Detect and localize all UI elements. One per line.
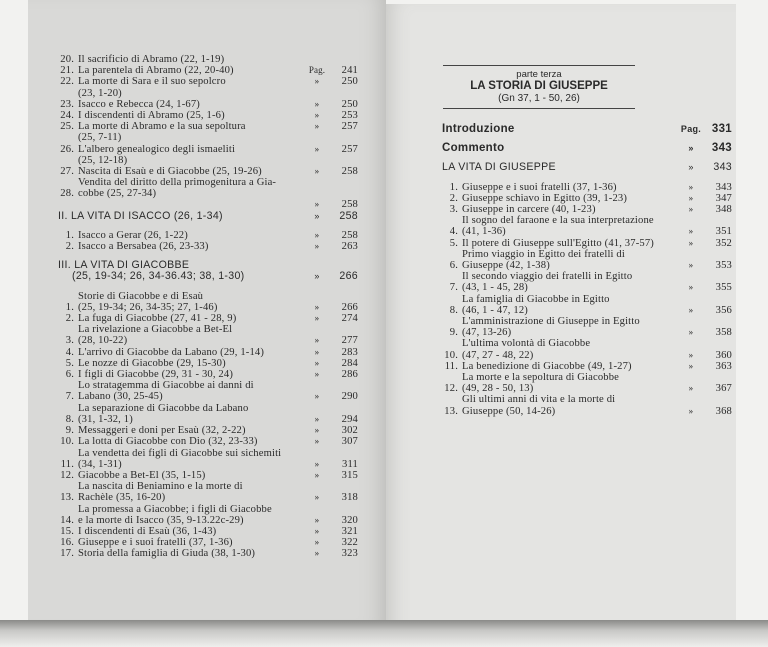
entry-title xyxy=(78,76,302,98)
entry-title-line: Giacobbe a Bet-El (35, 1-15) xyxy=(78,469,206,481)
entry-title-line: (23, 1-20) xyxy=(78,87,122,99)
entry-title-line: Isacco a Bersabea (26, 23-33) xyxy=(78,241,209,253)
entry-title xyxy=(462,193,676,204)
toc-entry xyxy=(58,166,358,177)
ditto-mark: » xyxy=(314,492,320,503)
ditto-mark: » xyxy=(688,204,694,215)
entry-title xyxy=(58,211,302,222)
ditto-mark: » xyxy=(314,425,320,436)
entry-title-line: La morte e la sepoltura di Giacobbe xyxy=(462,372,620,384)
entry-number: 3. xyxy=(449,204,458,216)
toc-section-heading xyxy=(58,260,358,282)
entry-number: 1. xyxy=(65,301,74,313)
part-title: LA STORIA DI GIUSEPPE xyxy=(470,80,608,92)
toc-entry xyxy=(442,271,732,293)
entry-title xyxy=(78,177,302,199)
entry-title-line: Isacco a Gerar (26, 1-22) xyxy=(78,229,188,241)
entry-title-line: Le nozze di Giacobbe (29, 15-30) xyxy=(78,357,226,369)
ditto-mark: » xyxy=(314,548,320,559)
entry-title xyxy=(78,537,302,548)
ditto-mark: » xyxy=(314,229,320,240)
toc-entry xyxy=(58,324,358,346)
ditto-mark: » xyxy=(314,335,320,346)
entry-number: 9. xyxy=(65,425,74,437)
entry-number: 17. xyxy=(60,548,74,560)
entry-number: 3. xyxy=(65,335,74,347)
ditto-mark: » xyxy=(688,192,694,203)
toc-entry xyxy=(58,436,358,447)
entry-number: 11. xyxy=(60,458,74,470)
page-number: 367 xyxy=(715,383,732,395)
page-number: 286 xyxy=(341,369,358,381)
entry-title-line: La promessa a Giacobbe; i figli di Giacobbe xyxy=(78,503,272,515)
ditto-mark: » xyxy=(688,304,694,315)
ditto-mark: » xyxy=(314,210,320,221)
part-header xyxy=(443,65,635,109)
entry-title-line: cobbe (25, 27-34) xyxy=(78,188,157,200)
entry-title-line: Storie di Giacobbe e di Esaù xyxy=(78,290,204,302)
entry-title-line: (28, 10-22) xyxy=(78,335,128,347)
ditto-mark: » xyxy=(688,405,694,416)
toc-entry xyxy=(442,193,732,204)
page-number: 348 xyxy=(715,204,732,216)
toc-entry xyxy=(442,215,732,237)
toc-entry xyxy=(442,204,732,215)
entry-title-line: La morte di Abramo e la sua sepoltura xyxy=(78,121,246,133)
toc-entry xyxy=(442,316,732,338)
ditto-mark: » xyxy=(314,98,320,109)
page-number: 266 xyxy=(341,301,358,313)
entry-title xyxy=(78,324,302,346)
page-number: 331 xyxy=(711,123,732,135)
entry-title xyxy=(442,162,676,173)
entry-title-line: Isacco e Rebecca (24, 1-67) xyxy=(78,98,200,110)
toc-entry xyxy=(58,526,358,537)
entry-number: 23. xyxy=(60,98,74,110)
entry-title xyxy=(462,372,676,394)
entry-title-line: Il sogno del faraone e la sua interpretazione xyxy=(462,215,654,227)
ditto-mark: » xyxy=(688,162,694,173)
entry-title xyxy=(78,380,302,402)
page-number: 283 xyxy=(341,346,358,358)
entry-title-line: e la morte di Isacco (35, 9-13.22c-29) xyxy=(78,514,244,526)
ditto-mark: » xyxy=(314,357,320,368)
entry-title-line: L'arrivo di Giacobbe da Labano (29, 1-14) xyxy=(78,346,265,358)
page-number: 356 xyxy=(715,304,732,316)
table-of-contents-left xyxy=(58,54,358,560)
entry-number: 7. xyxy=(449,282,458,294)
entry-title xyxy=(78,481,302,503)
entry-title-line: La parentela di Abramo (22, 20-40) xyxy=(78,65,234,77)
entry-number: 4. xyxy=(65,346,74,358)
entry-title-line: (31, 1-32, 1) xyxy=(78,413,133,425)
ditto-mark: » xyxy=(314,469,320,480)
entry-number: 20. xyxy=(60,54,74,65)
page-number: 294 xyxy=(341,413,358,425)
entry-number: 5. xyxy=(449,237,458,249)
entry-number: 21. xyxy=(60,65,74,77)
page-number: 302 xyxy=(341,425,358,437)
page-number: 277 xyxy=(341,335,358,347)
entry-title xyxy=(462,294,676,316)
entry-title xyxy=(78,436,302,447)
entry-title xyxy=(78,230,302,241)
entry-title-line: La famiglia di Giacobbe in Egitto xyxy=(462,293,610,305)
entry-title xyxy=(78,121,302,143)
ditto-mark: » xyxy=(688,181,694,192)
entry-title xyxy=(462,271,676,293)
entry-title xyxy=(78,241,302,252)
entry-number: 1. xyxy=(449,181,458,193)
toc-entry xyxy=(58,403,358,425)
entry-number: 8. xyxy=(65,413,74,425)
ditto-mark: » xyxy=(314,313,320,324)
page-number: 253 xyxy=(341,110,358,122)
entry-title-line: Introduzione xyxy=(442,123,515,135)
page-number: 320 xyxy=(341,514,358,526)
page-number: 360 xyxy=(715,349,732,361)
entry-title xyxy=(462,394,676,416)
entry-title-line: L'albero genealogico degli ismaeliti xyxy=(78,143,236,155)
page-number: 250 xyxy=(341,98,358,110)
page-number: 290 xyxy=(341,391,358,403)
entry-number: 4. xyxy=(449,226,458,238)
entry-title-line: Vendita del diritto della primogenitura a Gia- xyxy=(78,177,277,189)
toc-entry xyxy=(442,182,732,193)
page-number: 355 xyxy=(715,282,732,294)
entry-title xyxy=(462,215,676,237)
ditto-mark: » xyxy=(314,436,320,447)
entry-title-line: (47, 13-26) xyxy=(462,327,512,339)
entry-number: 2. xyxy=(65,313,74,325)
entry-title xyxy=(78,358,302,369)
entry-title-line: La fuga di Giacobbe (27, 41 - 28, 9) xyxy=(78,313,237,325)
entry-title xyxy=(78,548,302,559)
ditto-mark: » xyxy=(314,143,320,154)
page-number: 343 xyxy=(713,161,732,174)
toc-entry xyxy=(442,294,732,316)
page-number: 258 xyxy=(341,229,358,241)
toc-entry xyxy=(58,358,358,369)
entry-title-line: L'amministrazione di Giuseppe in Egitto xyxy=(462,316,640,328)
page-number: 250 xyxy=(341,76,358,88)
book-bottom-shadow xyxy=(0,620,768,647)
ditto-mark: » xyxy=(314,413,320,424)
toc-entry xyxy=(58,425,358,436)
entry-title xyxy=(58,260,302,282)
entry-title xyxy=(442,143,676,154)
entry-title xyxy=(78,110,302,121)
ditto-mark: » xyxy=(314,525,320,536)
page-number: 257 xyxy=(341,121,358,133)
entry-number: 22. xyxy=(60,76,74,88)
page-number: 258 xyxy=(339,209,358,222)
entry-title-line: I discendenti di Abramo (25, 1-6) xyxy=(78,110,225,122)
toc-entry xyxy=(58,121,358,143)
page-number: 352 xyxy=(715,237,732,249)
ditto-mark: » xyxy=(688,143,694,154)
entry-number: 5. xyxy=(65,357,74,369)
entry-title-line: Giuseppe (50, 14-26) xyxy=(462,405,556,417)
entry-title xyxy=(78,65,302,76)
entry-title xyxy=(78,526,302,537)
entry-number: 13. xyxy=(444,405,458,417)
entry-number: 24. xyxy=(60,110,74,122)
entry-title-line: Messaggeri e doni per Esaù (32, 2-22) xyxy=(78,425,246,437)
page-number: 323 xyxy=(341,548,358,560)
ditto-mark: » xyxy=(688,383,694,394)
entry-title xyxy=(78,291,302,313)
entry-title xyxy=(462,238,676,249)
entry-title-line: Il secondo viaggio dei fratelli in Egitto xyxy=(462,271,633,283)
entry-title xyxy=(78,144,302,166)
ditto-mark: » xyxy=(314,346,320,357)
ditto-mark: » xyxy=(314,514,320,525)
entry-title xyxy=(78,403,302,425)
entry-title-line: Giuseppe in carcere (40, 1-23) xyxy=(462,204,596,216)
entry-title xyxy=(78,347,302,358)
ditto-mark: » xyxy=(688,226,694,237)
toc-entry xyxy=(58,504,358,526)
page-number: 258 xyxy=(341,166,358,178)
entry-title xyxy=(78,313,302,324)
entry-number: 6. xyxy=(449,260,458,272)
page-number: 322 xyxy=(341,537,358,549)
entry-title-line: (41, 1-36) xyxy=(462,226,506,238)
toc-entry xyxy=(58,313,358,324)
ditto-mark: » xyxy=(688,260,694,271)
ditto-mark: » xyxy=(314,369,320,380)
ditto-mark: » xyxy=(688,349,694,360)
entry-number: 26. xyxy=(60,143,74,155)
entry-number: 9. xyxy=(449,327,458,339)
ditto-mark: » xyxy=(314,241,320,252)
ditto-mark: » xyxy=(314,110,320,121)
ditto-mark: » xyxy=(314,199,320,210)
right-book-page xyxy=(386,4,736,636)
table-of-contents-right xyxy=(442,124,732,417)
entry-title-line: Rachèle (35, 16-20) xyxy=(78,492,166,504)
toc-entry xyxy=(58,537,358,548)
page-number: 318 xyxy=(341,492,358,504)
ditto-mark: » xyxy=(314,271,320,282)
page-number: 263 xyxy=(341,241,358,253)
ditto-mark: » xyxy=(314,166,320,177)
entry-number: 15. xyxy=(60,525,74,537)
entry-title-line: La rivelazione a Giacobbe a Bet-El xyxy=(78,324,233,336)
entry-title-line: Il sacrificio di Abramo (22, 1-19) xyxy=(78,54,225,65)
toc-section-heading xyxy=(442,124,732,135)
toc-entry xyxy=(58,99,358,110)
entry-title xyxy=(462,361,676,372)
toc-entry xyxy=(58,369,358,380)
entry-title xyxy=(78,425,302,436)
entry-number: 2. xyxy=(65,241,74,253)
entry-title-line: (34, 1-31) xyxy=(78,458,122,470)
page-number: 351 xyxy=(715,226,732,238)
entry-title-line: (43, 1 - 45, 28) xyxy=(462,282,528,294)
ditto-mark: » xyxy=(314,121,320,132)
ditto-mark: Pag. xyxy=(308,65,326,76)
page-number: 315 xyxy=(341,469,358,481)
entry-title-line: I discendenti di Esaù (36, 1-43) xyxy=(78,525,217,537)
entry-title-line: Primo viaggio in Egitto dei fratelli di xyxy=(462,248,625,260)
page-number: 363 xyxy=(715,360,732,372)
entry-number: 10. xyxy=(60,436,74,448)
toc-entry xyxy=(58,65,358,76)
page-number: 368 xyxy=(715,405,732,417)
entry-title-line: Giuseppe e i suoi fratelli (37, 1-36) xyxy=(78,537,233,549)
ditto-mark: » xyxy=(688,237,694,248)
toc-entry xyxy=(58,241,358,252)
entry-title-line: LA VITA DI GIUSEPPE xyxy=(442,161,556,174)
ditto-mark: Pag. xyxy=(680,124,702,134)
ditto-mark: » xyxy=(314,458,320,469)
entry-number: 10. xyxy=(444,349,458,361)
entry-title-line: (25, 12-18) xyxy=(78,154,128,166)
part-reference: (Gn 37, 1 - 50, 26) xyxy=(498,93,580,104)
ditto-mark: » xyxy=(688,360,694,371)
page-number: 321 xyxy=(341,525,358,537)
entry-title-line: Gli ultimi anni di vita e la morte di xyxy=(462,394,616,406)
entry-title xyxy=(462,249,676,271)
entry-title xyxy=(78,448,302,470)
entry-title-line: L'ultima volontà di Giacobbe xyxy=(462,338,591,350)
entry-title xyxy=(78,54,302,65)
entry-title-line: Giuseppe e i suoi fratelli (37, 1-36) xyxy=(462,181,617,193)
entry-title-line: II. LA VITA DI ISACCO (26, 1-34) xyxy=(58,209,223,222)
entry-title-line: (47, 27 - 48, 22) xyxy=(462,349,534,361)
entry-title xyxy=(462,338,676,360)
toc-section-heading xyxy=(58,211,358,222)
page-number: 307 xyxy=(341,436,358,448)
entry-title xyxy=(462,182,676,193)
entry-title xyxy=(442,124,676,135)
entry-title xyxy=(78,470,302,481)
ditto-mark: » xyxy=(314,537,320,548)
toc-entry xyxy=(442,372,732,394)
page-number: 274 xyxy=(341,313,358,325)
toc-entry xyxy=(442,394,732,416)
entry-title-line: Nascita di Esaù e di Giacobbe (25, 19-26) xyxy=(78,166,262,178)
toc-entry xyxy=(442,361,732,372)
entry-number: 12. xyxy=(60,469,74,481)
toc-section-heading xyxy=(442,143,732,154)
entry-title-line: (25, 19-34; 26, 34-35; 27, 1-46) xyxy=(78,301,218,313)
toc-entry xyxy=(58,470,358,481)
entry-title-line: Storia della famiglia di Giuda (38, 1-30) xyxy=(78,548,256,560)
toc-entry xyxy=(442,238,732,249)
page-number: 311 xyxy=(342,458,358,470)
toc-entry xyxy=(58,291,358,313)
entry-title-line: Commento xyxy=(442,142,505,155)
page-number: 284 xyxy=(341,357,358,369)
toc-entry xyxy=(58,110,358,121)
toc-entry xyxy=(58,76,358,98)
part-label: parte terza xyxy=(516,69,562,80)
entry-title-line: (25, 19-34; 26, 34-36.43; 38, 1-30) xyxy=(72,270,245,283)
entry-title-line: (25, 7-11) xyxy=(78,132,122,144)
ditto-mark: » xyxy=(314,76,320,87)
entry-title xyxy=(462,316,676,338)
toc-entry xyxy=(58,380,358,402)
entry-title xyxy=(78,369,302,380)
toc-entry xyxy=(442,338,732,360)
toc-entry xyxy=(442,249,732,271)
page-number: 358 xyxy=(715,327,732,339)
entry-title-line: La benedizione di Giacobbe (49, 1-27) xyxy=(462,360,632,372)
entry-number: 6. xyxy=(65,369,74,381)
page-number: 347 xyxy=(715,192,732,204)
entry-title-line: Labano (30, 25-45) xyxy=(78,391,163,403)
toc-entry xyxy=(58,230,358,241)
entry-number: 27. xyxy=(60,166,74,178)
entry-title-line: Giuseppe schiavo in Egitto (39, 1-23) xyxy=(462,192,628,204)
entry-number: 14. xyxy=(60,514,74,526)
toc-section-heading xyxy=(442,162,732,173)
entry-title-line: (46, 1 - 47, 12) xyxy=(462,304,528,316)
entry-title xyxy=(78,166,302,177)
entry-title-line: (49, 28 - 50, 13) xyxy=(462,383,534,395)
entry-number: 16. xyxy=(60,537,74,549)
page-number: 257 xyxy=(341,143,358,155)
toc-entry xyxy=(58,177,358,211)
entry-title xyxy=(462,204,676,215)
entry-title-line: Il potere di Giuseppe sull'Egitto (41, 37-57) xyxy=(462,237,654,249)
ditto-mark: » xyxy=(688,282,694,293)
entry-title-line: La nascita di Beniamino e la morte di xyxy=(78,481,243,493)
entry-title-line: Giuseppe (42, 1-38) xyxy=(462,260,550,272)
entry-title-line: La vendetta dei figli di Giacobbe sui sichemiti xyxy=(78,447,282,459)
entry-number: 1. xyxy=(65,229,74,241)
left-book-page xyxy=(28,0,386,628)
ditto-mark: » xyxy=(688,327,694,338)
entry-title-line: La morte di Sara e il suo sepolcro xyxy=(78,76,226,88)
entry-title-line: Lo stratagemma di Giacobbe ai danni di xyxy=(78,380,254,392)
page-number: 266 xyxy=(339,270,358,283)
toc-entry xyxy=(58,54,358,65)
entry-title xyxy=(78,504,302,526)
entry-title-line: III. LA VITA DI GIACOBBE xyxy=(58,259,190,272)
page-number: 343 xyxy=(711,142,732,155)
entry-number: 11. xyxy=(444,360,458,372)
page-number: 343 xyxy=(715,181,732,193)
toc-entry xyxy=(58,347,358,358)
toc-entry xyxy=(58,144,358,166)
entry-title xyxy=(78,99,302,110)
entry-title-line: La lotta di Giacobbe con Dio (32, 23-33) xyxy=(78,436,258,448)
entry-number: 25. xyxy=(60,121,74,133)
entry-number: 13. xyxy=(60,492,74,504)
page-number: 353 xyxy=(715,260,732,272)
toc-entry xyxy=(58,481,358,503)
ditto-mark: » xyxy=(314,391,320,402)
toc-entry xyxy=(58,448,358,470)
entry-number: 8. xyxy=(449,304,458,316)
entry-number: 12. xyxy=(444,383,458,395)
entry-number: 2. xyxy=(449,192,458,204)
entry-number: 28. xyxy=(60,188,74,200)
ditto-mark: » xyxy=(314,301,320,312)
toc-entry xyxy=(58,548,358,559)
entry-number: 7. xyxy=(65,391,74,403)
entry-title-line: La separazione di Giacobbe da Labano xyxy=(78,402,249,414)
page-number: 241 xyxy=(341,65,358,77)
page-number: 258 xyxy=(341,199,358,211)
entry-title-line: I figli di Giacobbe (29, 31 - 30, 24) xyxy=(78,369,234,381)
